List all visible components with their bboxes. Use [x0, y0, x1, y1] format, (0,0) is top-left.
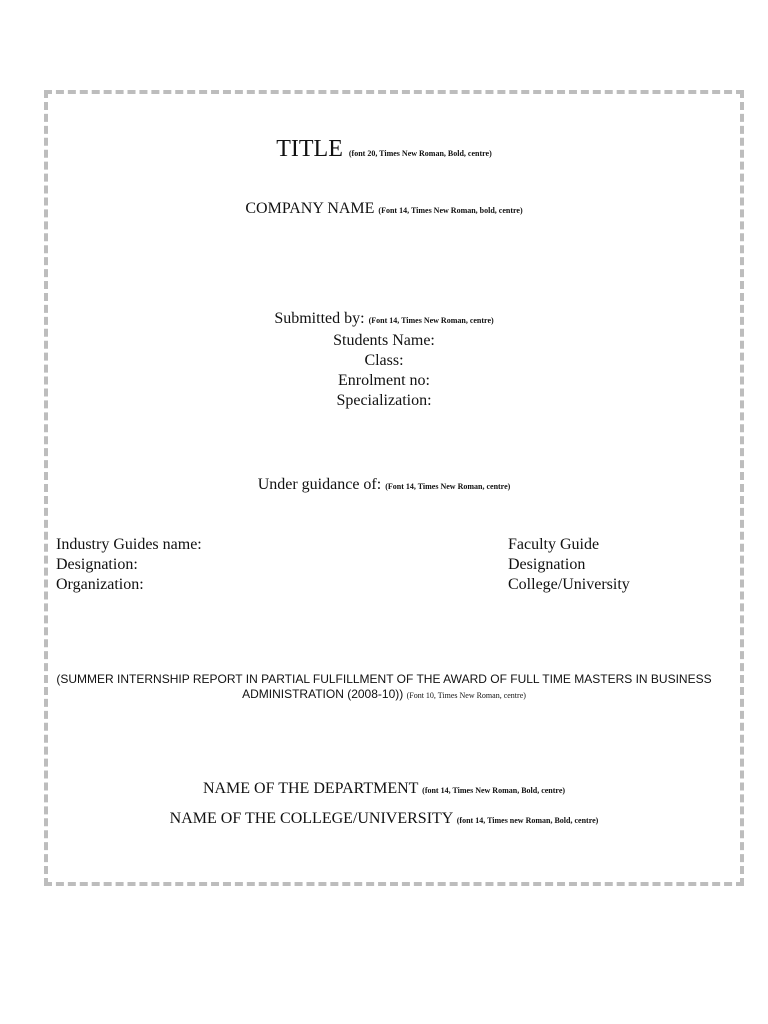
faculty-guide-label: Faculty Guide — [508, 536, 600, 553]
department-name: NAME OF THE DEPARTMENT — [202, 780, 419, 797]
faculty-designation-label: Designation — [508, 556, 586, 573]
class-label: Class: — [364, 352, 404, 369]
report-line-1: (SUMMER INTERNSHIP REPORT IN PARTIAL FULFILLMENT OF THE AWARD OF FULL TIME MASTERS IN BUSINESS — [56, 672, 712, 686]
specialization-label: Specialization: — [336, 392, 432, 409]
college-name: NAME OF THE COLLEGE/UNIVERSITY — [169, 810, 453, 827]
college-university-label: College/University — [508, 576, 630, 593]
students-name-label: Students Name: — [333, 332, 435, 349]
college-note: (font 14, Times new Roman, Bold, centre) — [456, 816, 599, 825]
submitted-by-heading: Submitted by: — [274, 310, 365, 327]
guidance-heading: Under guidance of: — [257, 476, 382, 493]
report-statement — [0, 672, 768, 703]
organization-label: Organization: — [56, 576, 144, 593]
department-line — [0, 780, 768, 798]
title-note: (font 20, Times New Roman, Bold, centre) — [348, 149, 492, 158]
department-note: (font 14, Times New Roman, Bold, centre) — [422, 786, 566, 795]
submission-block — [0, 309, 768, 411]
company-note: (Font 14, Times New Roman, bold, centre) — [378, 206, 523, 215]
company-line — [0, 200, 768, 218]
enrolment-label: Enrolment no: — [338, 372, 430, 389]
industry-designation-label: Designation: — [56, 556, 138, 573]
guidance-note: (Font 14, Times New Roman, centre) — [385, 482, 511, 491]
industry-guide-name-label: Industry Guides name: — [56, 536, 202, 553]
industry-guide-block — [56, 535, 202, 595]
report-note: (Font 10, Times New Roman, centre) — [406, 691, 526, 700]
company-name: COMPANY NAME — [245, 200, 375, 217]
faculty-guide-block — [508, 535, 630, 595]
submitted-by-note: (Font 14, Times New Roman, centre) — [368, 316, 494, 325]
title-line — [0, 136, 768, 163]
guidance-line — [0, 476, 768, 494]
college-line — [0, 810, 768, 828]
title-text: TITLE — [276, 136, 343, 162]
report-line-2: ADMINISTRATION (2008-10)) — [242, 687, 404, 701]
